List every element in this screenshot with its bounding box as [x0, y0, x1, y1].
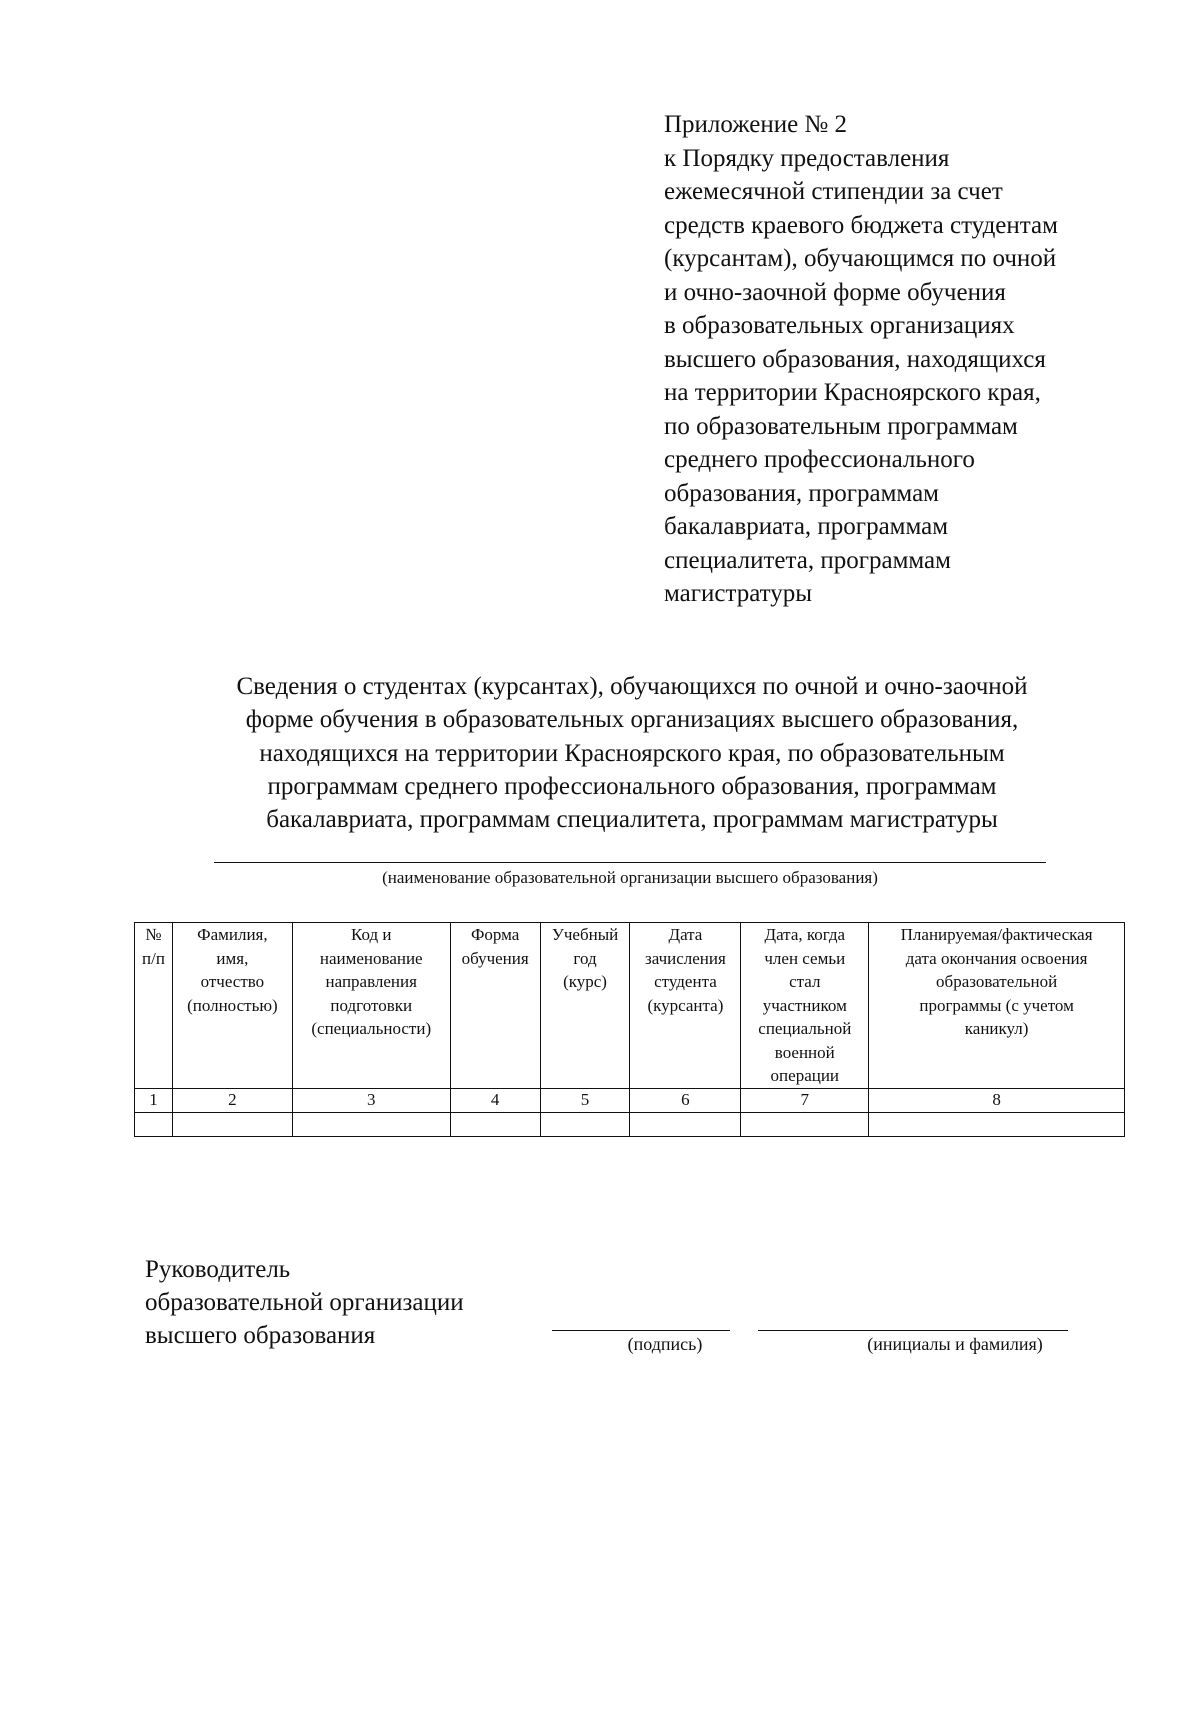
document-title — [130, 670, 1134, 836]
name-caption: (инициалы и фамилия) — [867, 1334, 1043, 1354]
appendix-line: бакалавриата, программам — [664, 513, 949, 540]
title-line: Сведения о студентах (курсантах), обучающихся по очной и очно-заочной — [236, 673, 1028, 700]
signatory-role — [145, 1253, 464, 1352]
table-row — [135, 1112, 1125, 1136]
table-header-row — [135, 923, 1125, 1089]
appendix-line: Приложение № 2 — [664, 111, 848, 138]
appendix-line: в образовательных организациях — [664, 312, 1015, 339]
appendix-line: к Порядку предоставления — [664, 144, 950, 172]
header-cell-study-form: Форма обучения — [450, 923, 540, 1089]
students-table — [134, 922, 1125, 1137]
column-number: 7 — [741, 1088, 869, 1112]
appendix-line: магистратуры — [664, 580, 813, 607]
column-number: 4 — [450, 1088, 540, 1112]
empty-cell — [869, 1112, 1125, 1136]
empty-cell — [741, 1112, 869, 1136]
header-cell-completion-date: Планируемая/фактическая дата окончания освоения образовательной программы (с учетом каникул) — [869, 923, 1125, 1089]
column-number: 3 — [292, 1088, 450, 1112]
title-line: находящихся на территории Красноярского края, по образовательным — [259, 739, 1005, 767]
appendix-line: образования, программам — [664, 479, 939, 507]
column-number-row — [135, 1088, 1125, 1112]
header-cell-enrollment-date: Дата зачисления студента (курсанта) — [630, 923, 741, 1089]
column-number: 6 — [630, 1088, 741, 1112]
appendix-line: и очно-заочной форме обучения — [664, 278, 1006, 306]
empty-cell — [450, 1112, 540, 1136]
signatory-role-line: высшего образования — [145, 1322, 376, 1349]
column-number: 2 — [172, 1088, 292, 1112]
org-name-caption: (наименование образовательной организации высшего образования) — [382, 868, 878, 887]
empty-cell — [540, 1112, 630, 1136]
title-line: программам среднего профессионального образования, программам — [267, 772, 997, 800]
header-cell-full-name: Фамилия, имя, отчество (полностью) — [172, 923, 292, 1089]
appendix-line: на территории Красноярского края, — [664, 379, 1041, 406]
name-fill-line — [758, 1330, 1068, 1331]
empty-cell — [630, 1112, 741, 1136]
title-line: форме обучения в образовательных организациях высшего образования, — [245, 706, 1019, 734]
appendix-line: по образовательным программам — [664, 412, 1018, 440]
title-line: бакалавриата, программам специалитета, программам магистратуры — [266, 806, 998, 834]
appendix-line: средств краевого бюджета студентам — [664, 211, 1058, 239]
appendix-line: среднего профессионального — [664, 446, 975, 473]
header-cell-number: № п/п — [135, 923, 173, 1089]
appendix-line: высшего образования, находящихся — [664, 345, 1046, 373]
signature-caption: (подпись) — [627, 1334, 703, 1354]
appendix-line: специалитета, программам — [664, 546, 951, 574]
empty-cell — [292, 1112, 450, 1136]
appendix-header — [664, 108, 1124, 611]
empty-cell — [172, 1112, 292, 1136]
signatory-role-line: Руководитель — [145, 1256, 291, 1283]
org-name-fill-line — [214, 862, 1046, 863]
header-cell-study-year: Учебный год (курс) — [540, 923, 630, 1089]
column-number: 5 — [540, 1088, 630, 1112]
signature-fill-line — [552, 1330, 730, 1331]
header-cell-specialty: Код и наименование направления подготовки (специальности) — [292, 923, 450, 1089]
header-cell-operation-date: Дата, когда член семьи стал участником специальной военной операции — [741, 923, 869, 1089]
column-number: 8 — [869, 1088, 1125, 1112]
signatory-role-line: образовательной организации — [145, 1289, 464, 1316]
appendix-line: ежемесячной стипендии за счет — [664, 178, 1003, 205]
column-number: 1 — [135, 1088, 173, 1112]
appendix-line: (курсантам), обучающимся по очной — [664, 245, 1057, 272]
empty-cell — [135, 1112, 173, 1136]
